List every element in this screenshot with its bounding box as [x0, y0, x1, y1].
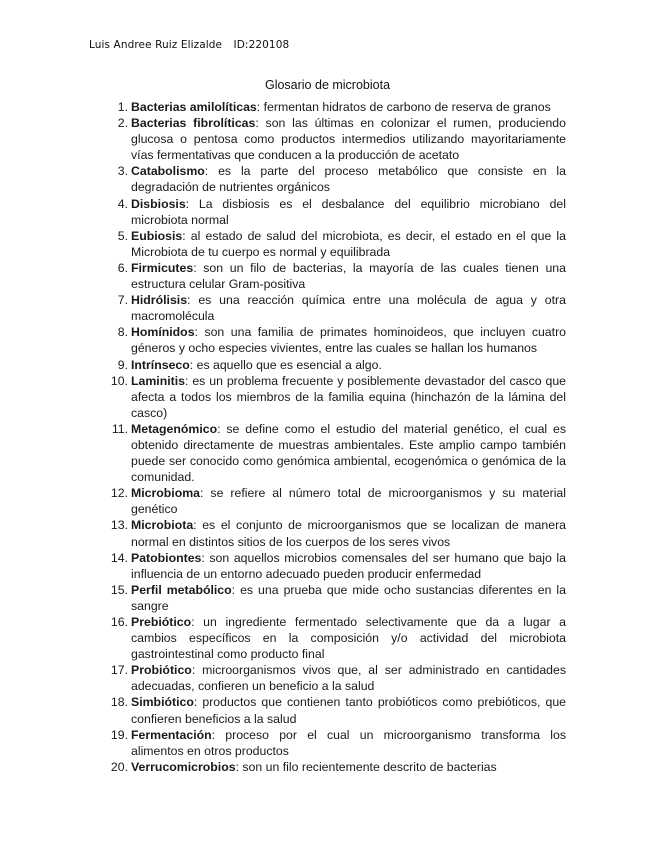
entry-definition: : son las últimas en colonizar el rumen, produciendo glucosa o pentosa como productos intermedios utilizando mayoritariamente vías fermentativas que conducen a la producción de acetato: [131, 116, 566, 163]
entry-definition: : un ingrediente fermentado selectivamente que da a lugar a cambios específicos en la composición y/o actividad del microbiota gastrointestinal como producto final: [131, 615, 566, 662]
entry-definition: : son un filo de bacterias, la mayoría de las cuales tienen una estructura celular Gram-positiva: [131, 260, 566, 292]
glossary-entry: [108, 373, 566, 421]
entry-term: Patobiontes: [131, 550, 202, 565]
entry-number: 1.: [117, 100, 128, 114]
entry-term: Disbiosis: [131, 196, 186, 211]
glossary-entry: [108, 694, 566, 726]
student-id: ID:220108: [233, 39, 290, 51]
entry-term: Prebiótico: [131, 615, 192, 629]
entry-definition: : es un problema frecuente y posiblemente devastador del casco que afecta a todos los miembros de la familia equina (hinchazón de la lámina del casco): [131, 373, 566, 420]
entry-term: Fermentación: [131, 727, 212, 742]
entry-term: Laminitis: [131, 373, 185, 388]
entry-text: [129, 292, 566, 324]
glossary-entry: [108, 662, 566, 694]
entry-text: [129, 324, 566, 356]
entry-number: 10.: [110, 373, 128, 388]
entry-number: 12.: [110, 486, 128, 501]
entry-text: [129, 421, 566, 485]
entry-definition: : al estado de salud del microbiota, es decir, el estado en el que la Microbiota de tu cuerpo es normal y equilibrada: [131, 228, 566, 259]
glossary-entry: [108, 292, 566, 324]
entry-definition: : productos que contienen tanto probióticos como prebióticos, que confieren beneficios a la salud: [131, 695, 566, 726]
entry-definition: : es una prueba que mide ocho sustancias diferentes en la sangre: [131, 582, 566, 613]
entry-number: 8.: [117, 325, 128, 340]
entry-definition: : es la parte del proceso metabólico que consiste en la degradación de nutrientes orgánicos: [131, 164, 566, 195]
entry-text: [129, 550, 566, 582]
glossary-entry: [108, 324, 566, 356]
entry-definition: : son una familia de primates hominoideos, que incluyen cuatro géneros y ocho especies vivientes, entre las cuales se hallan los humanos: [131, 325, 566, 356]
entry-number: 4.: [117, 196, 128, 211]
entry-definition: : son un filo recientemente descrito de bacterias: [235, 759, 497, 774]
entry-term: Probiótico: [131, 663, 192, 678]
glossary-entry: [108, 550, 566, 582]
entry-number: 19.: [110, 727, 128, 742]
entry-definition: : se refiere al número total de microorganismos y su material genético: [131, 486, 566, 517]
entry-number: 13.: [110, 518, 128, 533]
author-name: Luis Andree Ruiz Elizalde: [89, 39, 223, 51]
entry-term: Homínidos: [131, 325, 195, 340]
glossary-entry: [108, 485, 566, 517]
entry-term: Perfil metabólico: [131, 582, 232, 597]
entry-term: Bacterias amilolíticas: [131, 100, 257, 114]
entry-text: [129, 694, 566, 726]
entry-term: Simbiótico: [131, 695, 194, 710]
entry-definition: : microorganismos vivos que, al ser administrado en cantidades adecuadas, confieren un beneficio a la salud: [131, 663, 566, 694]
glossary-entry: [108, 260, 566, 292]
entry-text: [129, 260, 566, 292]
glossary-entry: [108, 727, 566, 759]
entry-number: 9.: [117, 357, 128, 372]
entry-definition: : es el conjunto de microorganismos que se localizan de manera normal en distintos sitios de los cuerpos de los seres vivos: [131, 518, 566, 549]
entry-definition: : es una reacción química entre una molécula de agua y otra macromolécula: [131, 293, 566, 324]
entry-text: [129, 582, 566, 614]
entry-text: [129, 196, 566, 228]
entry-term: Metagenómico: [131, 421, 218, 436]
entry-number: 7.: [117, 293, 128, 308]
entry-text: [129, 163, 566, 195]
author-header: [89, 39, 289, 51]
glossary-entry: [108, 196, 566, 228]
entry-number: 20.: [110, 759, 128, 774]
entry-number: 17.: [110, 663, 128, 678]
entry-definition: : fermentan hidratos de carbono de reserva de granos: [256, 100, 551, 114]
entry-text: [129, 115, 566, 163]
entry-number: 3.: [117, 164, 128, 179]
entry-term: Microbioma: [131, 486, 201, 501]
entry-term: Hidrólisis: [131, 293, 188, 308]
glossary-list: [108, 99, 566, 775]
entry-term: Microbiota: [131, 518, 194, 533]
entry-number: 15.: [110, 582, 128, 597]
entry-term: Verrucomicrobios: [131, 759, 236, 774]
entry-definition: : proceso por el cual un microorganismo transforma los alimentos en otros productos: [131, 727, 566, 758]
entry-number: 18.: [110, 695, 128, 710]
entry-text: [129, 228, 566, 260]
entry-term: Firmicutes: [131, 260, 194, 275]
entry-text: [129, 662, 566, 694]
entry-definition: : se define como el estudio del material genético, el cual es obtenido directamente de muestras ambientales. Este amplio campo también puede ser conocido como genómica ambiental, ecogenómica o genómica de la comunidad.: [131, 421, 566, 485]
glossary-entry: [108, 614, 566, 662]
entry-term: Intrínseco: [131, 357, 190, 372]
glossary-entry: [108, 163, 566, 195]
entry-text: [129, 357, 566, 373]
entry-text: [129, 485, 566, 517]
entry-number: 5.: [117, 228, 128, 243]
glossary-entry: [108, 421, 566, 485]
entry-text: [129, 614, 566, 662]
glossary-entry: [108, 99, 566, 115]
entry-term: Catabolismo: [131, 164, 205, 179]
page-title: Glosario de microbiota: [264, 78, 391, 92]
glossary-entry: [108, 582, 566, 614]
entry-definition: : es aquello que es esencial a algo.: [189, 357, 382, 372]
glossary-entry: [108, 759, 566, 775]
glossary-entry: [108, 115, 566, 163]
entry-definition: : son aquellos microbios comensales del ser humano que bajo la influencia de un entorno adecuado pueden producir enfermedad: [131, 550, 566, 581]
entry-text: [129, 727, 566, 759]
glossary-entry: [108, 357, 566, 373]
entry-text: [129, 373, 566, 421]
glossary-entry: [108, 517, 566, 549]
entry-number: 6.: [117, 260, 128, 275]
entry-number: 16.: [110, 615, 128, 629]
entry-text: [129, 759, 566, 775]
entry-number: 11.: [111, 421, 128, 436]
entry-number: 14.: [110, 550, 128, 565]
glossary-entry: [108, 228, 566, 260]
entry-text: [129, 99, 566, 115]
entry-number: 2.: [117, 116, 128, 131]
entry-definition: : La disbiosis es el desbalance del equilibrio microbiano del microbiota normal: [131, 196, 566, 227]
entry-term: Bacterias fibrolíticas: [131, 116, 256, 131]
entry-term: Eubiosis: [131, 228, 183, 243]
entry-text: [129, 517, 566, 549]
